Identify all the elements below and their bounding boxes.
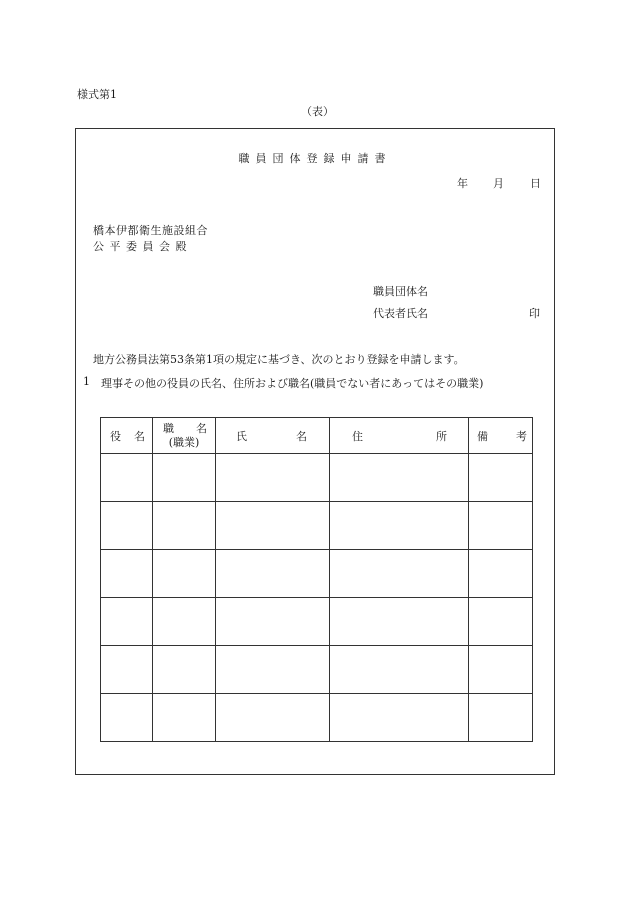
item-description: 理事その他の役員の氏名、住所および職名(職員でない者にあってはその職業) [101, 377, 484, 390]
table-row [101, 502, 533, 550]
address-cell[interactable] [330, 550, 469, 598]
name-cell[interactable] [216, 694, 330, 742]
document-title: 職員団体登録申請書 [238, 152, 392, 165]
address-cell[interactable] [330, 646, 469, 694]
officer-table [100, 417, 533, 742]
address-header-char1: 住 [352, 429, 363, 443]
role-cell[interactable] [101, 502, 153, 550]
address-cell[interactable] [330, 502, 469, 550]
organization-name-label: 職員団体名 [373, 285, 428, 298]
remarks-cell[interactable] [469, 598, 533, 646]
name-header-char1: 氏 [236, 429, 247, 443]
position-cell[interactable] [153, 598, 216, 646]
addressee-committee: 公平委員会殿 [93, 240, 192, 253]
table-row [101, 598, 533, 646]
name-cell[interactable] [216, 550, 330, 598]
position-cell[interactable] [153, 454, 216, 502]
role-cell[interactable] [101, 550, 153, 598]
table-row [101, 694, 533, 742]
position-cell[interactable] [153, 694, 216, 742]
role-cell[interactable] [101, 454, 153, 502]
name-cell[interactable] [216, 454, 330, 502]
addressee-organization: 橋本伊都衛生施設組合 [93, 224, 208, 237]
column-header-address [330, 418, 469, 454]
position-header-char2: 名 [196, 421, 207, 435]
item-number: 1 [83, 375, 90, 388]
role-cell[interactable] [101, 646, 153, 694]
name-header-char2: 名 [296, 429, 307, 443]
remarks-cell[interactable] [469, 502, 533, 550]
date-year-label: 年 [457, 177, 468, 190]
role-cell[interactable] [101, 694, 153, 742]
role-header-char2: 名 [134, 429, 145, 443]
date-day-label: 日 [530, 177, 541, 190]
position-header-char1: 職 [163, 421, 174, 435]
address-cell[interactable] [330, 598, 469, 646]
column-header-position [153, 418, 216, 454]
table-header-row [101, 418, 533, 454]
application-statement: 地方公務員法第53条第1項の規定に基づき、次のとおり登録を申請します。 [93, 353, 465, 366]
address-header-char2: 所 [436, 429, 447, 443]
table-row [101, 550, 533, 598]
position-cell[interactable] [153, 550, 216, 598]
role-header-char1: 役 [110, 429, 121, 443]
name-cell[interactable] [216, 502, 330, 550]
address-cell[interactable] [330, 694, 469, 742]
remarks-cell[interactable] [469, 550, 533, 598]
table-row [101, 454, 533, 502]
representative-name-label: 代表者氏名 [373, 307, 428, 320]
column-header-remarks [469, 418, 533, 454]
name-cell[interactable] [216, 598, 330, 646]
column-header-name [216, 418, 330, 454]
form-number-label: 様式第1 [77, 88, 117, 101]
position-cell[interactable] [153, 502, 216, 550]
date-month-label: 月 [493, 177, 504, 190]
position-cell[interactable] [153, 646, 216, 694]
address-cell[interactable] [330, 454, 469, 502]
column-header-role [101, 418, 153, 454]
remarks-header-char2: 考 [516, 429, 527, 443]
table-row [101, 646, 533, 694]
position-header-occupation: (職業) [168, 435, 200, 449]
front-side-label: （表） [301, 105, 334, 118]
remarks-cell[interactable] [469, 646, 533, 694]
remarks-cell[interactable] [469, 694, 533, 742]
name-cell[interactable] [216, 646, 330, 694]
seal-mark: 印 [529, 307, 540, 320]
remarks-cell[interactable] [469, 454, 533, 502]
role-cell[interactable] [101, 598, 153, 646]
remarks-header-char1: 備 [477, 429, 488, 443]
